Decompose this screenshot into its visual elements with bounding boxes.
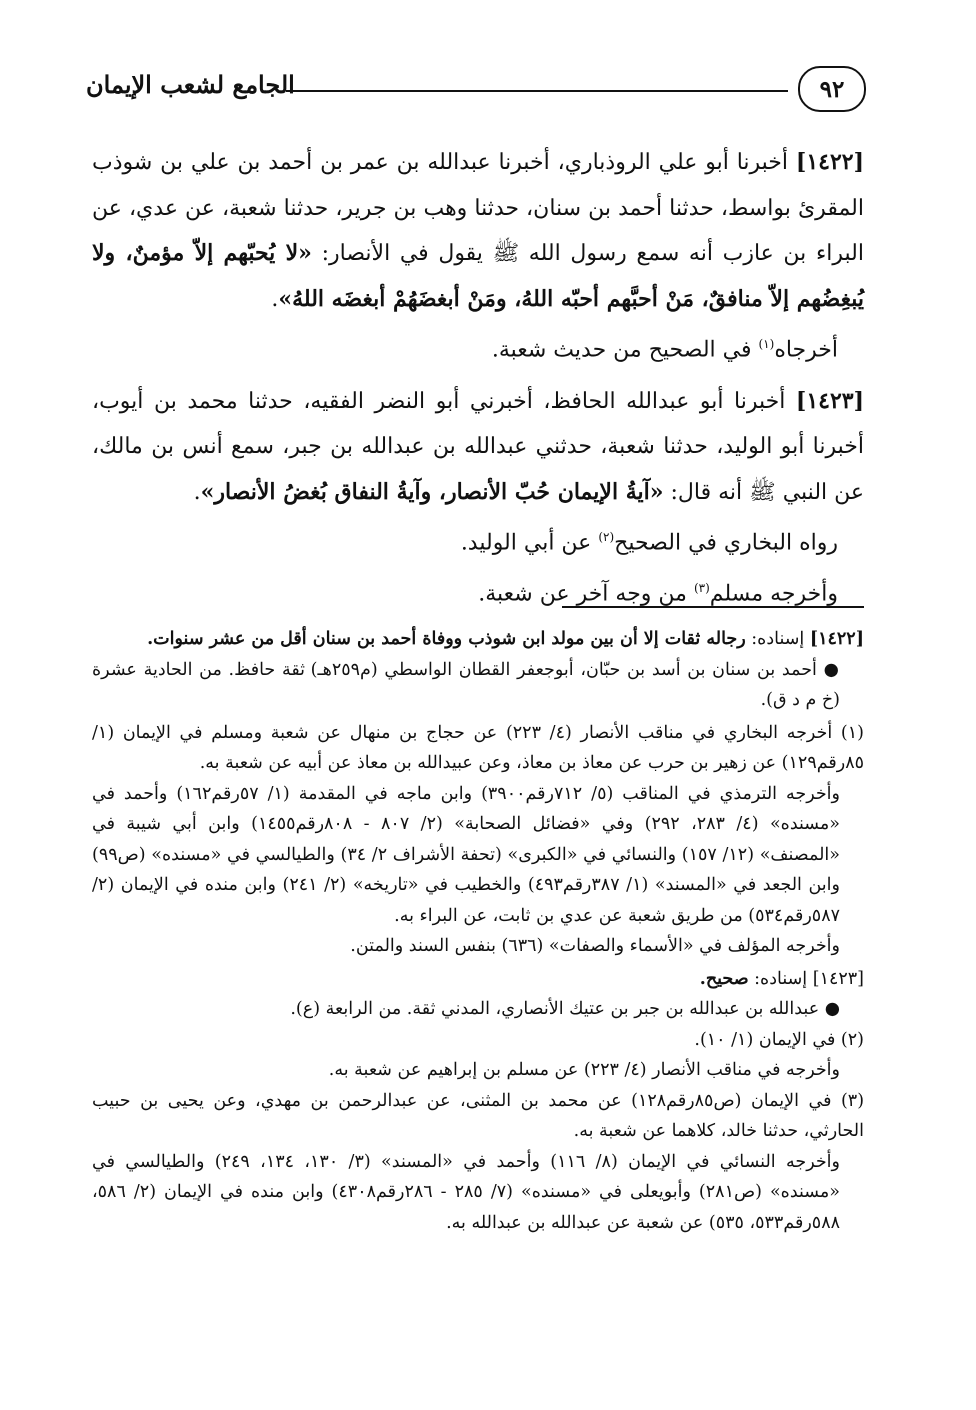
isnad: أخبرنا أبو علي الروذباري، أخبرنا عبدالله بن عمر بن أحمد بن علي بن شوذب المقرئ بواسط، حدثنا أحمد بن سنان، حدثنا وهب بن جرير، حدثنا شعبة، عن عدي، عن البراء بن عازب أنه سمع رسول الله ﷺ يقول في الأنصار:: [92, 150, 864, 266]
hadith-1422: [92, 140, 864, 373]
isnad: أخبرنا أبو عبدالله الحافظ، أخبرني أبو النضر الفقيه، حدثنا محمد بن أيوب، أخبرنا أبو الوليد، حدثنا شعبة، حدثني عبدالله بن عبدالله بن جبر، سمع أنس بن مالك، عن النبي ﷺ أنه قال:: [92, 388, 864, 505]
matn-end: .: [193, 479, 201, 505]
header-rule: [286, 90, 788, 92]
footnote-3-continued: وأخرجه النسائي في الإيمان (٨/ ١١٦) وأحمد في «المسند» (٣/ ١٣٠، ١٣٤، ٢٤٩) والطيالسي في «مسنده» (ص٢٨١) وأبويعلى في «مسنده» (٧/ ٢٨٥ - ٢٨٦رقم٤٣٠٨) وابن منده في الإيمان (٢/ ٥٨٦، ٥٨٨رقم٥٣٣، ٥٣٥) عن شعبة عن عبدالله بن عبدالله به.: [92, 1151, 841, 1233]
takhrij-muslim-line: [92, 566, 864, 617]
page-number: ٩٢: [798, 66, 866, 112]
takhrij-line: [92, 322, 864, 373]
isnad-verdict: صحيح.: [699, 968, 749, 989]
hadith-number: [١٤٢٢]: [795, 149, 864, 175]
footnote-separator: [562, 606, 864, 608]
takhrij-muslim-text: وأخرجه مسلم: [709, 581, 838, 607]
isnad-verdict: رجاله ثقات إلا أن بين مولد ابن شوذب ووفاة أحمد بن سنان أقل من عشر سنوات.: [147, 629, 746, 649]
footnote-ref: [١٤٢٢]: [809, 629, 864, 649]
footnote-ref: [١٤٢٣]: [812, 968, 864, 989]
footnote-1: (١) أخرجه البخاري في مناقب الأنصار (٤/ ٢٢٣) عن حجاج بن منهال عن شعبة ومسلم في الإيمان (١/ ٨٥رقم١٢٩) عن زهير بن حرب عن معاذ بن معاذ، وعن عبيدالله بن معاذ عن أبيه عن شعبة به.: [92, 722, 864, 773]
riwaya-rest: عن أبي الوليد.: [460, 530, 592, 556]
footnotes: [92, 624, 864, 1238]
takhrij-text: أخرجاه: [774, 337, 838, 363]
footnote-1-continued: وأخرجه الترمذي في المناقب (٥/ ٧١٢رقم٣٩٠٠) وابن ماجه في المقدمة (١/ ٥٧رقم١٦٢) وأحمد في «مسنده» (٤/ ٢٨٣، ٢٩٢) وفي «فضائل الصحابة» (٢/ ٨٠٧ - ٨٠٨رقم١٤٥٥) وابن أبي شيبة في «المصنف» (١٢/ ١٥٧) والنسائي في «الكبرى» (تحفة الأشراف ٢/ ٣٤) والطيالسي في «مسنده» (ص٩٩) وابن الجعد في «المسند» (١/ ٣٨٧رقم٤٩٣) والخطيب في «تاريخه» (٢/ ٢٤١) وابن منده في الإيمان (٢/ ٥٨٧رقم٥٣٤) من طريق شعبة عن عدي بن ثابت، عن البراء به.: [92, 783, 840, 926]
footnote-1-continued-2: وأخرجه المؤلف في «الأسماء والصفات» (٦٣٦) بنفس السند والمتن.: [350, 936, 840, 956]
footnote-2-continued: وأخرجه في مناقب الأنصار (٤/ ٢٢٣) عن مسلم بن إبراهيم عن شعبة به.: [328, 1060, 840, 1080]
isnad-label: إسناده:: [754, 968, 808, 989]
footnote-1422-isnad: [92, 624, 864, 655]
riwaya-text: رواه البخاري في الصحيح: [614, 530, 838, 556]
footnote-marker-2: (٢): [598, 530, 615, 545]
hadith-1422-text: [92, 140, 864, 322]
footnote-marker-1: (١): [758, 337, 775, 351]
takhrij-rest: في الصحيح من حديث شعبة.: [491, 337, 752, 363]
narrator-note: ● عبدالله بن عبدالله بن جبر بن عتيك الأنصاري، المدني ثقة. من الرابعة (ع).: [290, 999, 840, 1019]
hadith-1423: [92, 379, 864, 617]
narrator-note: ● أحمد بن سنان بن أسد بن حبّان، أبوجعفر القطان الواسطي (م٢٥٩هـ) ثقة حافظ. من الحادية عشرة (خ م د ق).: [92, 659, 841, 710]
matn-end: .: [271, 286, 279, 312]
matn: «آيةُ الإيمان حُبّ الأنصار، وآيةُ النفاق بُغضُ الأنصار»: [200, 478, 664, 505]
hadith-1423-text: [92, 379, 864, 516]
riwaya-line: [92, 515, 864, 566]
footnote-3: (٣) في الإيمان (ص٨٥رقم١٢٨) عن محمد بن المثنى، عن عبدالرحمن بن مهدي، وعن يحيى بن حبيب الحارثي، حدثنا خالد، كلاهما عن شعبة به.: [92, 1090, 865, 1141]
isnad-label: إسناده:: [751, 629, 805, 649]
hadith-number: [١٤٢٣]: [795, 387, 864, 414]
matn: «لا يُحبّهم إلاّ مؤمنٌ، ولا يُبغِضُهم إلاّ منافقٌ، مَنْ أحبَّهم أحبّه اللهُ، ومَنْ أبغضَهُمْ أبغضَه اللهُ»: [92, 240, 864, 312]
footnote-2: (٢) في الإيمان (١/ ١٠).: [694, 1029, 864, 1050]
page-header: [86, 62, 866, 126]
footnote-marker-3: (٣): [693, 581, 710, 596]
main-text: [92, 140, 864, 623]
takhrij-muslim-rest: من وجه آخر عن شعبة.: [478, 581, 687, 607]
footnote-1423-isnad: [92, 964, 864, 995]
running-title: الجامع لشعب الإيمان: [86, 70, 295, 99]
